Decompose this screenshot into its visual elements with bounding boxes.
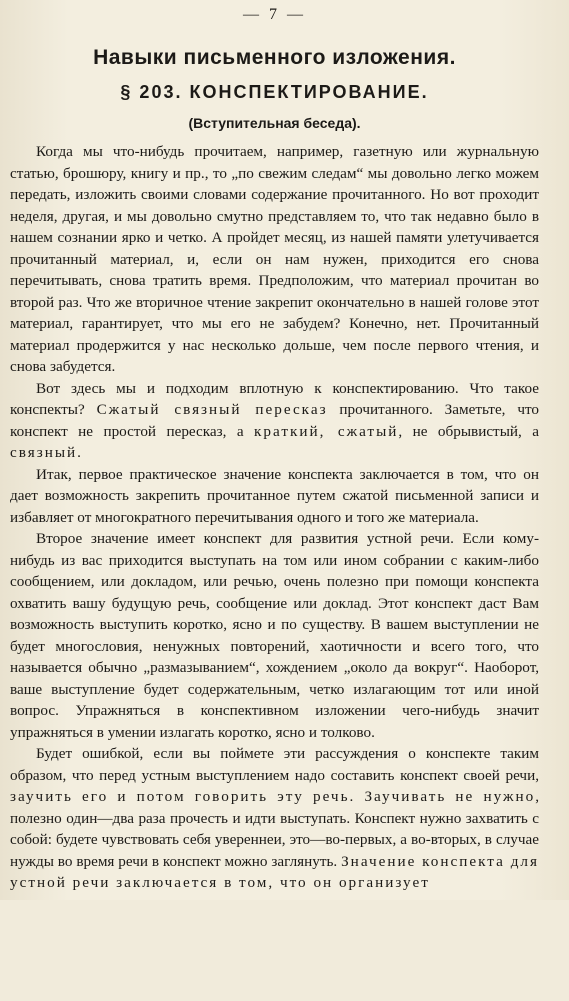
page-number: — 7 —: [243, 6, 306, 23]
paragraph: [10, 141, 539, 378]
text-run: Итак, первое практическое значение конспекта заключается в том, что он дает возможность закрепить прочитанное путем сжатой письменной записи и избавляет от многократного перечитывания одного и того же материала.: [10, 465, 539, 526]
emphasis-run: связный: [10, 444, 78, 461]
text-run: , полезно один—два раза прочесть и идти выступать. Конспект нужно захватить с собой: будете чувствовать себя увереннеи, это—во-первых, а во-вторых, в случае нужды во время речи в конспект можно заглянуть.: [10, 788, 539, 870]
emphasis-run: Сжатый связный пересказ: [96, 401, 328, 418]
body-text: [10, 141, 539, 1001]
text-run: .: [77, 444, 81, 461]
text-run: Будет ошибкой, если вы поймете эти рассуждения о конспекте таким образом, что перед устным выступлением надо составить конспект своей речи,: [10, 745, 539, 784]
emphasis-run: заучить его и потом говорить эту речь. Заучивать не нужно: [10, 788, 536, 805]
paragraph: [10, 464, 539, 529]
chapter-heading: Навыки письменного изложения.: [93, 46, 456, 69]
paragraph: [10, 528, 539, 743]
emphasis-run: краткий, сжатый: [254, 422, 399, 440]
paragraph: [10, 743, 539, 894]
emphasis-run: Значение конспекта для устной речи заключается в том, что он организует: [10, 852, 539, 891]
text-run: Второе значение имеет конспект для развития устной речи. Если кому-нибудь из вас приходится выступать на том или ином собрании с каким-либо сообщением, или докладом, или речью, очень полезно при помощи конспекта охватить вашу будущую речь, сообщение или доклад. Этот конспект даст Вам возможность выступить коротко, ясно и по существу. В вашем выступлении не будет многословия, ненужных повторений, хаотичности и всего того, что называется обычно „размазыванием“, хождением „около да вокруг“. Наоборот, ваше выступление будет содержательным, четко излагающим тот или иной вопрос. Упражняться в конспективном изложении чего-нибудь значит упражняться в умении излагать коротко, ясно и толково.: [10, 530, 539, 741]
text-run: Когда мы что-нибудь прочитаем, например, газетную или журнальную статью, брошюру, книгу и пр., то „по свежим следам“ мы довольно легко можем передать, изложить своими словами содержание прочитанного. Но вот проходит неделя, другая, и мы довольно смутно представляем то, что так недавно было в нашем сознании ярко и четко. А пройдет месяц, из нашей памяти улетучивается прочитанный материал, и, если он нам нужен, приходится его снова перечитывать, снова тратить время. Предположим, что материал прочитан во второй раз. Что же вторичное чтение закрепит окончательно в нашей голове этот материал, гарантирует, что мы его не забудем? Конечно, нет. Прочитанный материал продержится у нас несколько дольше, чем после первого чтения, и снова забудется.: [10, 143, 539, 375]
text-run: прочитанного. Заметьте, что конспект не простой пересказ, а: [10, 401, 539, 440]
text-run: , не обрывистый, а: [398, 422, 539, 440]
text-run: Вот здесь мы и подходим вплотную к конспектированию. Что такое конспекты?: [10, 379, 539, 418]
section-subtitle: (Вступительная беседа).: [188, 115, 361, 131]
section-title: § 203. КОНСПЕКТИРОВАНИЕ.: [120, 82, 429, 102]
paragraph: [10, 378, 539, 464]
